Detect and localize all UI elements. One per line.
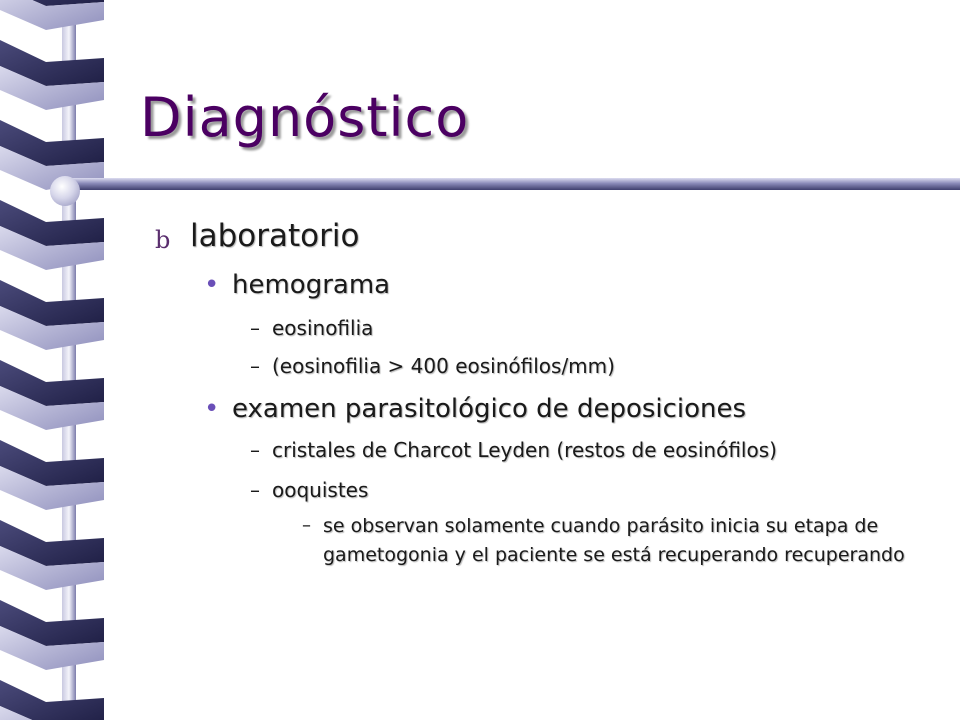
bullet-laboratorio: laboratorio [190,218,360,254]
sub-sub-item: se observan solamente cuando parásito inicia su etapa de gametogonia y el paciente se está recuperando recuperando [323,515,905,566]
twisted-ribbon-decoration [0,0,110,720]
title-divider-bar [64,178,960,190]
dash-icon: – [250,354,260,378]
sub-item: ooquistes [272,478,369,502]
bullet-hemograma: hemograma [232,270,391,300]
sub-item: eosinofilia [272,316,374,340]
bullet-examen: examen parasitológico de deposiciones [232,394,747,424]
dash-icon: – [302,515,311,536]
sub-item: cristales de Charcot Leyden (restos de eosinófilos) [272,438,777,462]
sub-item: (eosinofilia > 400 eosinófilos/mm) [272,354,615,378]
slide-title: Diagnóstico [140,86,470,149]
dash-icon: – [250,438,260,462]
dash-icon: – [250,316,260,340]
bullet-icon: b [155,226,171,254]
divider-knob [50,176,80,206]
bullet-dot-icon: • [204,270,220,300]
dash-icon: – [250,478,260,502]
bullet-dot-icon: • [204,394,220,424]
